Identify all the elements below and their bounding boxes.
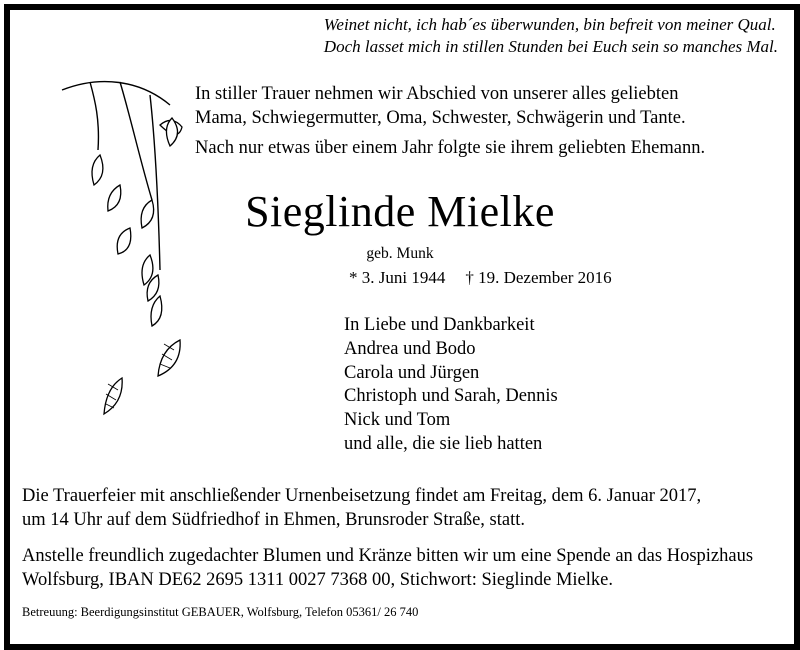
mourner-line: Nick und Tom bbox=[344, 410, 451, 431]
maiden-name: geb. Munk bbox=[366, 245, 434, 262]
mourner-line: Andrea und Bodo bbox=[344, 338, 476, 359]
mourners-list bbox=[344, 314, 558, 457]
quote-line: Doch lasset mich in stillen Stunden bei Euch sein so manches Mal. bbox=[323, 37, 778, 56]
donation-info bbox=[22, 544, 753, 592]
deceased-name: Sieglinde Mielke bbox=[245, 187, 555, 236]
intro-text bbox=[195, 82, 705, 160]
mourner-line: Carola und Jürgen bbox=[344, 362, 480, 383]
death-date: † 19. Dezember 2016 bbox=[465, 268, 612, 287]
donation-line: Anstelle freundlich zugedachter Blumen und Kränze bitten wir um eine Spende an das Hospizhaus bbox=[22, 546, 754, 566]
life-dates bbox=[349, 268, 612, 288]
service-line: um 14 Uhr auf dem Südfriedhof in Ehmen, Brunsroder Straße, statt. bbox=[22, 510, 525, 530]
memorial-quote bbox=[324, 14, 778, 58]
funeral-home-credit: Betreuung: Beerdigungsinstitut GEBAUER, Wolfsburg, Telefon 05361/ 26 740 bbox=[22, 605, 419, 619]
intro-line: Nach nur etwas über einem Jahr folgte sie ihrem geliebten Ehemann. bbox=[195, 138, 706, 158]
service-line: Die Trauerfeier mit anschließender Urnenbeisetzung findet am Freitag, dem 6. Januar 2017, bbox=[22, 486, 702, 506]
funeral-service-info bbox=[22, 484, 701, 532]
birth-date: * 3. Juni 1944 bbox=[349, 268, 446, 287]
intro-line: In stiller Trauer nehmen wir Abschied von unserer alles geliebten bbox=[195, 84, 679, 104]
mourner-line: und alle, die sie lieb hatten bbox=[344, 433, 543, 454]
quote-line: Weinet nicht, ich hab´es überwunden, bin befreit von meiner Qual. bbox=[323, 15, 776, 34]
intro-line: Mama, Schwiegermutter, Oma, Schwester, Schwägerin und Tante. bbox=[195, 108, 686, 128]
mourner-line: In Liebe und Dankbarkeit bbox=[344, 315, 535, 335]
mourner-line: Christoph und Sarah, Dennis bbox=[344, 386, 558, 407]
donation-line: Wolfsburg, IBAN DE62 2695 1311 0027 7368 00, Stichwort: Sieglinde Mielke. bbox=[22, 570, 613, 590]
